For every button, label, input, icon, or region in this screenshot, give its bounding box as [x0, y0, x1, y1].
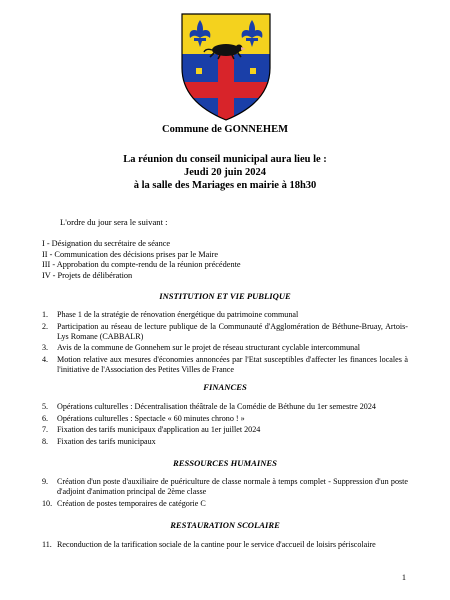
agenda-item — [42, 540, 408, 550]
preliminary-item: I - Désignation du secrétaire de séance — [42, 239, 171, 248]
agenda-item — [42, 355, 408, 375]
agenda-item — [42, 402, 408, 412]
preliminary-item: IV - Projets de délibération — [42, 270, 133, 280]
commune-title: Commune de GONNEHEM — [162, 124, 288, 135]
section-title: FINANCES — [203, 382, 247, 392]
preliminary-item: II - Communication des décisions prises par le Maire — [42, 249, 219, 259]
preliminary-item: III - Approbation du compte-rendu de la réunion précédente — [42, 260, 241, 269]
item-number: 8. — [42, 436, 49, 446]
section-items — [42, 540, 408, 550]
item-text: Opérations culturelles : Spectacle « 60 minutes chrono ! » — [57, 413, 245, 423]
section-title: RESSOURCES HUMAINES — [173, 458, 277, 468]
meeting-announcement — [0, 153, 450, 192]
agenda-item — [42, 414, 408, 424]
agenda-item — [42, 310, 408, 320]
item-text: Avis de la commune de Gonnehem sur le projet de réseau structurant cyclable intercommunal — [57, 343, 361, 352]
section-items — [42, 402, 408, 447]
agenda-item — [42, 437, 408, 447]
item-text: Fixation des tarifs municipaux d'application au 1er juillet 2024 — [57, 425, 261, 434]
agenda-item — [42, 477, 408, 497]
coat-of-arms-icon — [178, 10, 274, 124]
agenda-intro: L'ordre du jour sera le suivant : — [60, 217, 168, 227]
item-number: 5. — [42, 402, 49, 411]
item-number: 10. — [42, 498, 53, 508]
page-number: 1 — [401, 573, 406, 582]
item-text: Création de postes temporaires de catégorie C — [57, 498, 206, 508]
item-number: 1. — [42, 310, 49, 319]
section-title: INSTITUTION ET VIE PUBLIQUE — [159, 291, 291, 301]
item-text: Participation au réseau de lecture publique de la Communauté d'Agglomération de Béthune-Bruay, Artois-Lys Romane (CABBALR) — [57, 321, 408, 341]
item-text: Création d'un poste d'auxiliaire de puériculture de classe normale à temps complet - Suppression d'un poste d'adjoint d'animation principal de 2ème classe — [57, 477, 408, 496]
item-text: Reconduction de la tarification sociale de la cantine pour le service d'accueil de loisirs périscolaire — [57, 540, 376, 549]
item-number: 6. — [42, 413, 49, 423]
agenda-item — [42, 425, 408, 435]
item-text: Opérations culturelles : Décentralisation théâtrale de la Comédie de Béthune du 1er semestre 2024 — [57, 402, 376, 411]
announcement-line: La réunion du conseil municipal aura lieu le : — [123, 154, 327, 165]
item-number: 11. — [42, 540, 52, 549]
item-number: 4. — [42, 354, 49, 364]
item-number: 9. — [42, 477, 49, 486]
section-items — [42, 310, 408, 375]
item-number: 2. — [42, 321, 49, 331]
agenda-item — [42, 322, 408, 342]
item-number: 7. — [42, 425, 49, 434]
agenda-item — [42, 343, 408, 353]
item-text: Fixation des tarifs municipaux — [57, 436, 156, 446]
meeting-date: Jeudi 20 juin 2024 — [184, 167, 266, 178]
section-title: RESTAURATION SCOLAIRE — [170, 520, 280, 530]
item-text: Phase 1 de la stratégie de rénovation énergétique du patrimoine communal — [57, 310, 299, 319]
item-number: 3. — [42, 343, 49, 352]
meeting-location: à la salle des Mariages en mairie à 18h30 — [133, 180, 317, 191]
preliminary-list — [42, 239, 241, 281]
item-text: Motion relative aux mesures d'économies annoncées par l'Etat susceptibles d'affecter les finances locales à l'initiative de l'Association des Petites Villes de France — [57, 354, 408, 374]
section-items — [42, 477, 408, 509]
agenda-item — [42, 499, 408, 509]
